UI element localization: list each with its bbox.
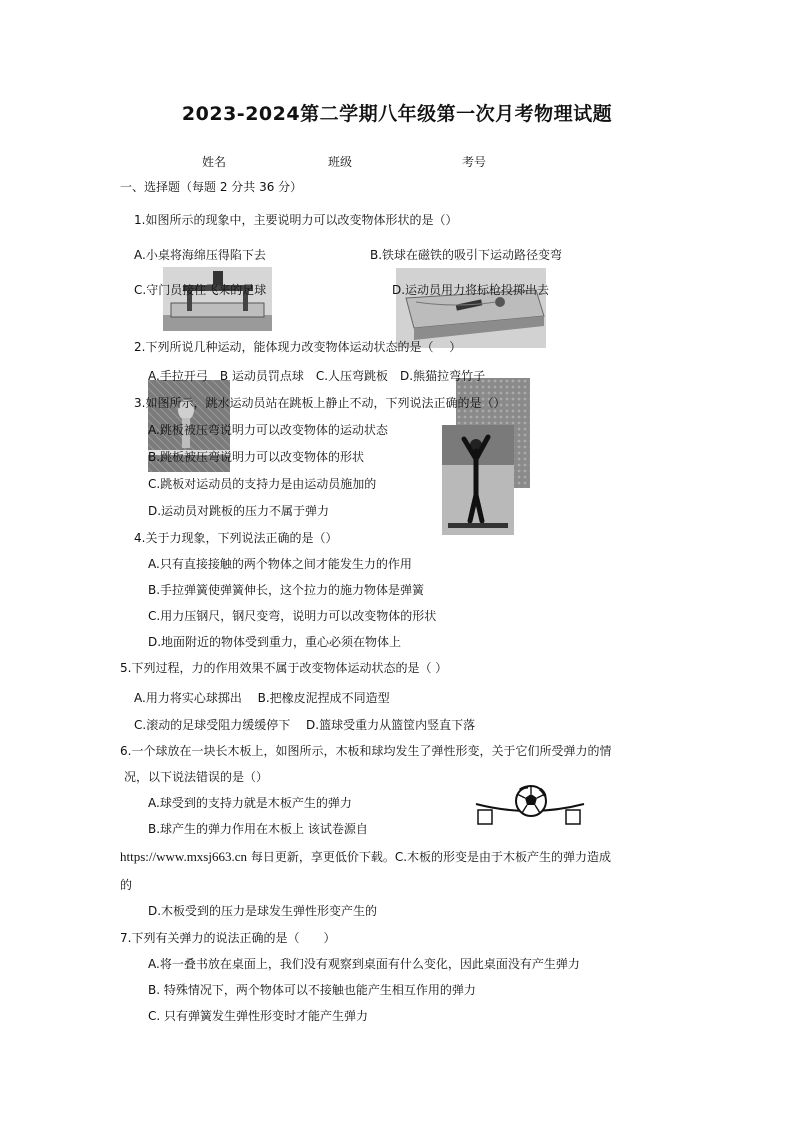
question-1-option-a: A.小桌将海绵压得陷下去 bbox=[134, 248, 266, 262]
question-6-option-a: A.球受到的支持力就是木板产生的弹力 bbox=[148, 796, 352, 810]
question-5-stem: 5.下列过程，力的作用效果不属于改变物体运动状态的是（ ） bbox=[120, 661, 448, 675]
question-1-option-c: C.守门员接住飞来的足球 bbox=[134, 283, 267, 297]
question-3-option-b: B.跳板被压弯说明力可以改变物体的形状 bbox=[148, 450, 365, 464]
diver-photo-bottom bbox=[442, 425, 514, 535]
question-1-option-b: B.铁球在磁铁的吸引下运动路径变弯 bbox=[370, 248, 563, 262]
question-4-option-c: C.用力压钢尺，钢尺变弯，说明力可以改变物体的形状 bbox=[148, 609, 437, 623]
magnet-ball-image bbox=[396, 268, 546, 348]
question-1-option-d: D.运动员用力将标枪投掷出去 bbox=[392, 283, 550, 297]
question-6-stem-line1: 6.一个球放在一块长木板上，如图所示，木板和球均发生了弹性形变，关于它们所受弹力的情 bbox=[120, 744, 612, 758]
question-6-option-b: B.球产生的弹力作用在木板上 该试卷源自 bbox=[148, 822, 368, 836]
question-4-stem: 4.关于力现象，下列说法正确的是（） bbox=[134, 531, 338, 545]
question-6-stem-line2: 况，以下说法错误的是（） bbox=[124, 770, 269, 784]
question-2-stem: 2.下列所说几种运动，能体现力改变物体运动状态的是（ ） bbox=[134, 340, 462, 354]
question-2-options: A.手拉开弓 B 运动员罚点球 C.人压弯跳板 D.熊猫拉弯竹子 bbox=[148, 369, 486, 383]
question-5-options-cd: C.滚动的足球受阻力缓缓停下 D.篮球受重力从篮筐内竖直下落 bbox=[134, 718, 476, 732]
question-6-option-c-wrap: 的 bbox=[120, 878, 133, 892]
page-title: 2023-2024第二学期八年级第一次月考物理试题 bbox=[181, 103, 613, 125]
question-7-option-a: A.将一叠书放在桌面上，我们没有观察到桌面有什么变化，因此桌面没有产生弹力 bbox=[148, 957, 580, 971]
section-heading: 一、选择题（每题 2 分共 36 分） bbox=[120, 180, 303, 194]
source-url-link[interactable]: https://www.mxsj663.cn bbox=[120, 849, 247, 864]
question-7-option-b: B. 特殊情况下，两个物体可以不接触也能产生相互作用的弹力 bbox=[148, 983, 476, 997]
name-label: 姓名 bbox=[202, 155, 227, 169]
question-7-stem: 7.下列有关弹力的说法正确的是（ ） bbox=[120, 931, 336, 945]
exam-number-label: 考号 bbox=[462, 155, 487, 169]
question-1-stem: 1.如图所示的现象中，主要说明力可以改变物体形状的是（） bbox=[134, 213, 458, 227]
question-3-stem: 3.如图所示，跳水运动员站在跳板上静止不动，下列说法正确的是（） bbox=[134, 396, 506, 410]
question-4-option-a: A.只有直接接触的两个物体之间才能发生力的作用 bbox=[148, 557, 412, 571]
question-3-option-c: C.跳板对运动员的支持力是由运动员施加的 bbox=[148, 477, 377, 491]
question-6-option-d: D.木板受到的压力是球发生弹性形变产生的 bbox=[148, 904, 378, 918]
sponge-table-image bbox=[163, 267, 272, 331]
question-4-option-b: B.手拉弹簧使弹簧伸长，这个拉力的施力物体是弹簧 bbox=[148, 583, 425, 597]
question-3-option-d: D.运动员对跳板的压力不属于弹力 bbox=[148, 504, 330, 518]
ball-on-board-figure bbox=[474, 784, 586, 834]
question-5-options-ab: A.用力将实心球掷出 B.把橡皮泥捏成不同造型 bbox=[134, 691, 390, 705]
question-7-option-c: C. 只有弹簧发生弹性形变时才能产生弹力 bbox=[148, 1009, 369, 1023]
question-3-option-a: A.跳板被压弯说明力可以改变物体的运动状态 bbox=[148, 423, 388, 437]
class-label: 班级 bbox=[328, 155, 353, 169]
question-4-option-d: D.地面附近的物体受到重力，重心必须在物体上 bbox=[148, 635, 402, 649]
question-6-option-c: 每日更新，享更低价下载。C.木板的形变是由于木板产生的弹力造成 bbox=[247, 850, 612, 864]
